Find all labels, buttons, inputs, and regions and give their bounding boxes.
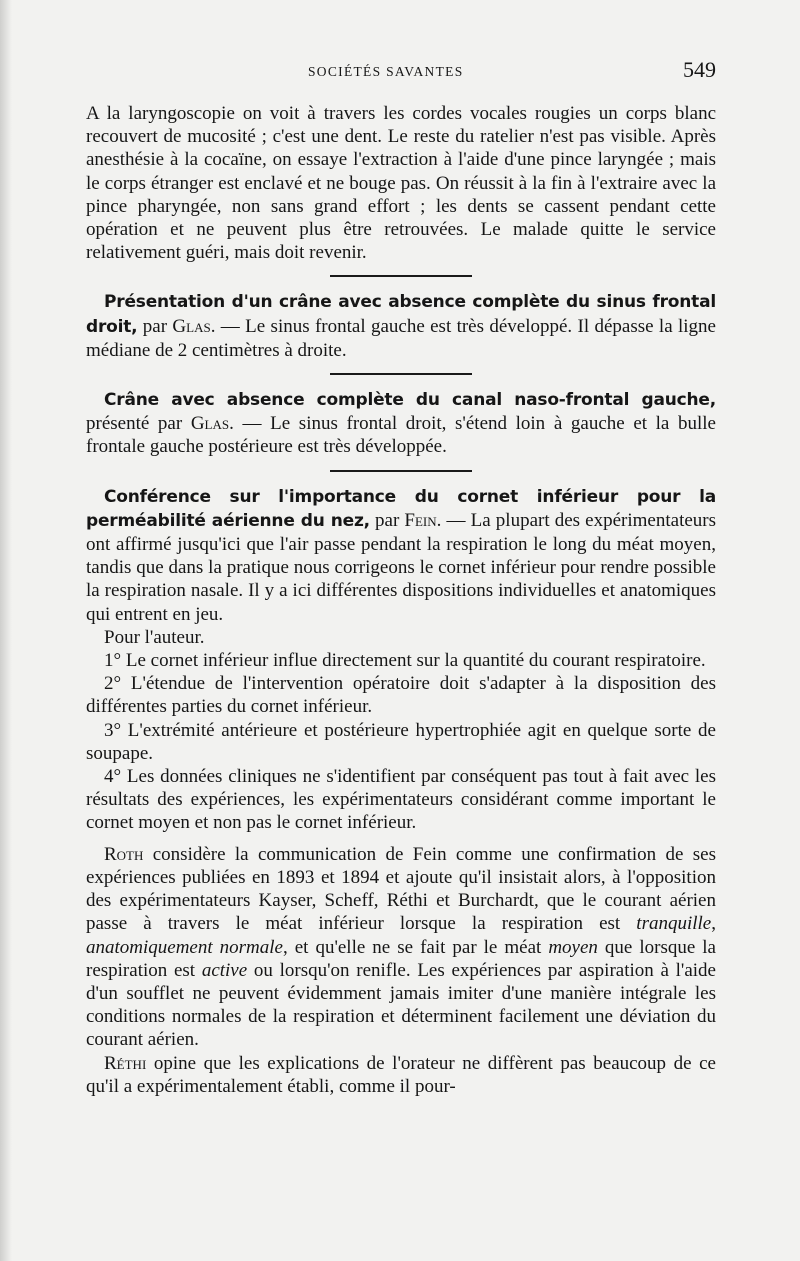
paragraph-skull-naso-frontal: Crâne avec absence complète du canal naso-frontal gauche, présenté par Glas. — Le sinus frontal droit, s'étend loin à gauche et la bulle frontale gauche postérieure est très développée. bbox=[86, 390, 716, 458]
section-heading: Présentation d'un crâne avec absence complète du sinus frontal droit, bbox=[86, 292, 716, 337]
author-name: Glas bbox=[172, 315, 211, 337]
running-head bbox=[0, 57, 800, 84]
paragraph-skull-frontal-sinus: Présentation d'un crâne avec absence complète du sinus frontal droit, par Glas. — Le sinus frontal gauche est très développé. Il dépasse la ligne médiane de 2 centimètres à droite. bbox=[86, 292, 716, 361]
list-item: 1° Le cornet inférieur influe directement sur la quantité du courant respiratoire. bbox=[104, 650, 706, 672]
list-item: 3° L'extrémité antérieure et postérieure hypertrophiée agit en quelque sorte de soupape. bbox=[86, 719, 716, 764]
paragraph-rethi: Réthi opine que les explications de l'orateur ne diffèrent pas beaucoup de ce qu'il a expérimentalement établi, comme il pour- bbox=[86, 1052, 716, 1097]
author-name: Fein bbox=[404, 509, 437, 531]
list-item: 4° Les données cliniques ne s'identifient par conséquent pas tout à fait avec les résultats des expériences, les expérimentateurs considérant comme important le cornet moyen et non pas le cornet inférieur. bbox=[86, 766, 716, 834]
page-number: 549 bbox=[683, 57, 716, 82]
page-edge-shadow bbox=[0, 0, 12, 1261]
speaker-name: Réthi bbox=[104, 1052, 147, 1074]
section-heading: Conférence sur l'importance du cornet inférieur pour la perméabilité aérienne du nez, bbox=[86, 486, 716, 531]
list-item: 2° L'étendue de l'intervention opératoire doit s'adapter à la disposition des différentes parties du cornet inférieur. bbox=[86, 673, 716, 718]
running-title: SOCIÉTÉS SAVANTES bbox=[308, 64, 464, 79]
section-rule bbox=[330, 373, 472, 375]
section-heading: Crâne avec absence complète du canal naso-frontal gauche, bbox=[104, 390, 716, 411]
paragraph-case-report: A la laryngoscopie on voit à travers les cordes vocales rougies un corps blanc recouvert de mucosité ; c'est une dent. Le reste du ratelier n'est pas visible. Après anesthésie à la cocaïne, on essaye l'extraction à l'aide d'une pince laryngée ; mais le corps étranger est enclavé et ne bouge pas. On réussit à la fin à l'extraire avec la pince pharyngée, non sans grand effort ; les dents se cassent pendant cette opération et ne peuvent plus être retrouvées. Le malade quitte le service relativement guéri, mais doit revenir. bbox=[86, 103, 716, 264]
section-rule bbox=[330, 275, 472, 277]
body-text bbox=[86, 102, 716, 1098]
paragraph-conference: Conférence sur l'importance du cornet inférieur pour la perméabilité aérienne du nez, par Fein. — La plupart des expérimentateurs ont affirmé jusqu'ici que l'air passe pendant la respiration le long du méat moyen, tandis que dans la pratique nous corrigeons le cornet inférieur pour rendre possible la respiration nasale. Il y a ici différentes dispositions individuelles et anatomiques qui entrent en jeu. bbox=[86, 486, 716, 625]
author-name: Glas bbox=[190, 413, 230, 435]
paragraph-roth: Roth considère la communication de Fein comme une confirmation de ses expériences publiées en 1893 et 1894 et ajoute qu'il insistait alors, à l'opposition des expérimentateurs Kayser, Scheff, Réthi et Burchardt, que le courant aérien passe à travers le méat inférieur lorsque la respiration est tranquille, anatomiquement normale, et qu'elle ne se fait par le méat moyen que lorsque la respiration est active ou lorsqu'on renifle. Les expériences par aspiration à l'aide d'un soufflet ne peuvent évidemment jamais imiter d'une manière intégrale les conditions normales de la respiration et déterminent facilement une déviation du courant aérien. bbox=[86, 843, 716, 1051]
speaker-name: Roth bbox=[104, 843, 144, 865]
section-rule bbox=[330, 470, 472, 472]
paragraph-pour-auteur: Pour l'auteur. bbox=[104, 626, 205, 648]
